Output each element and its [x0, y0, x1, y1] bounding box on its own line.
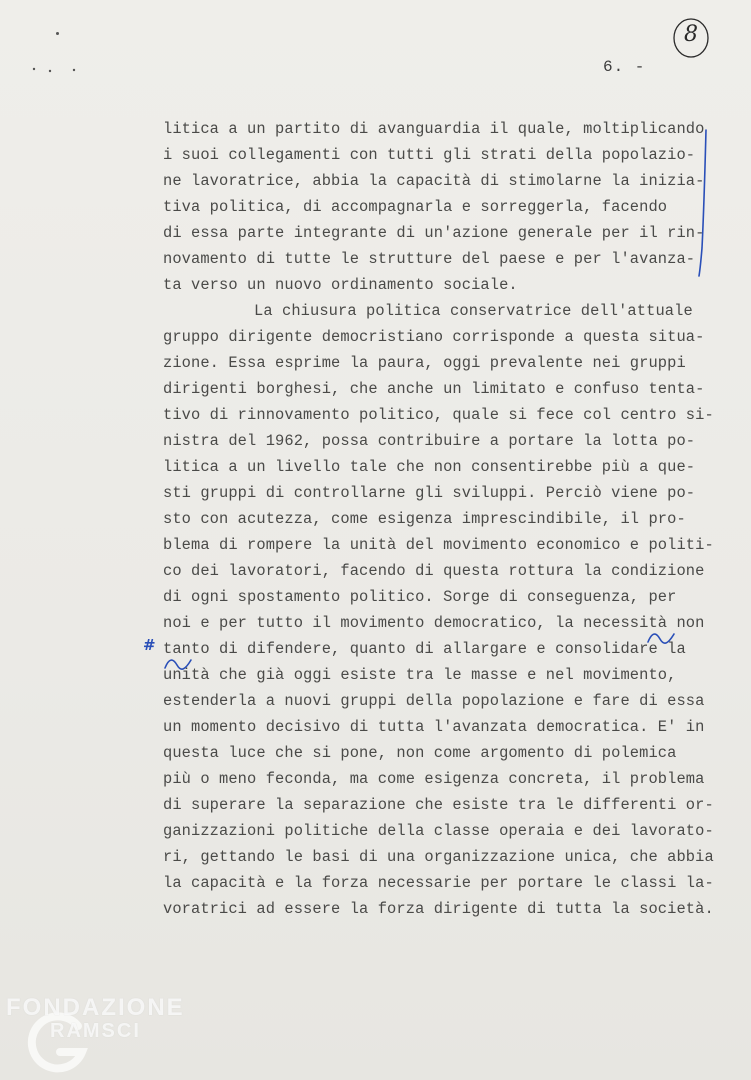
text-line: di essa parte integrante di un'azione generale per il rin- [163, 224, 705, 242]
text-line: blema di rompere la unità del movimento economico e politi- [163, 536, 714, 554]
text-line: un momento decisivo di tutta l'avanzata democratica. E' in [163, 718, 705, 736]
text-line: la capacità e la forza necessarie per portare le classi la- [163, 874, 714, 892]
text-line: novamento di tutte le strutture del paese e per l'avanza- [163, 250, 696, 268]
text-line: estenderla a nuovi gruppi della popolazione e fare di essa [163, 692, 705, 710]
text-line: noi e per tutto il movimento democratico, la necessità non [163, 614, 705, 632]
margin-vertical-line [690, 128, 710, 278]
text-line: sto con acutezza, come esigenza imprescindibile, il pro- [163, 510, 686, 528]
watermark-line-1: FONDAZIONE [6, 994, 185, 1021]
margin-punch-marks [30, 60, 90, 80]
text-line: gruppo dirigente democristiano corrisponde a questa situa- [163, 328, 705, 346]
text-line: sti gruppi di controllarne gli sviluppi. Perciò viene po- [163, 484, 696, 502]
text-line: zione. Essa esprime la paura, oggi prevalente nei gruppi [163, 354, 686, 372]
text-line: di ogni spostamento politico. Sorge di conseguenza, per [163, 588, 677, 606]
text-line: più o meno feconda, ma come esigenza concreta, il problema [163, 770, 705, 788]
circled-page-number [671, 16, 711, 60]
text-line: questa luce che si pone, non come argomento di polemica [163, 744, 677, 762]
text-line: i suoi collegamenti con tutti gli strati della popolazio- [163, 146, 696, 164]
text-line: litica a un partito di avanguardia il quale, moltiplicando [163, 120, 705, 138]
underline-tilde-mark [163, 656, 193, 672]
underline-tilde-mark [646, 630, 676, 646]
circled-digit: 8 [684, 22, 698, 47]
text-line: ne lavoratrice, abbia la capacità di stimolarne la inizia- [163, 172, 705, 190]
text-line: dirigenti borghesi, che anche un limitato e confuso tenta- [163, 380, 705, 398]
paragraph-start-line: La chiusura politica conservatrice dell'attuale [254, 302, 693, 320]
text-line: tivo di rinnovamento politico, quale si fece col centro si- [163, 406, 714, 424]
watermark-line-2: RAMSCI [50, 1020, 141, 1042]
page-number: 6. - [603, 58, 646, 76]
fondazione-gramsci-watermark [6, 994, 185, 1043]
text-line: ri, gettando le basi di una organizzazione unica, che abbia [163, 848, 714, 866]
text-line: tiva politica, di accompagnarla e sorreggerla, facendo [163, 198, 668, 216]
text-line: ta verso un nuovo ordinamento sociale. [163, 276, 518, 294]
text-line: litica a un livello tale che non consentirebbe più a que- [163, 458, 696, 476]
paper-speck [56, 32, 59, 35]
text-line: co dei lavoratori, facendo di questa rottura la condizione [163, 562, 705, 580]
text-line: ganizzazioni politiche della classe operaia e dei lavorato- [163, 822, 714, 840]
margin-insert-mark: # [143, 636, 156, 654]
text-line: voratrici ad essere la forza dirigente di tutta la società. [163, 900, 714, 918]
text-line: nistra del 1962, possa contribuire a portare la lotta po- [163, 432, 696, 450]
text-line: tanto di difendere, quanto di allargare e consolidare la [163, 640, 686, 658]
text-line: di superare la separazione che esiste tra le differenti or- [163, 796, 714, 814]
text-line: unità che già oggi esiste tra le masse e nel movimento, [163, 666, 677, 684]
